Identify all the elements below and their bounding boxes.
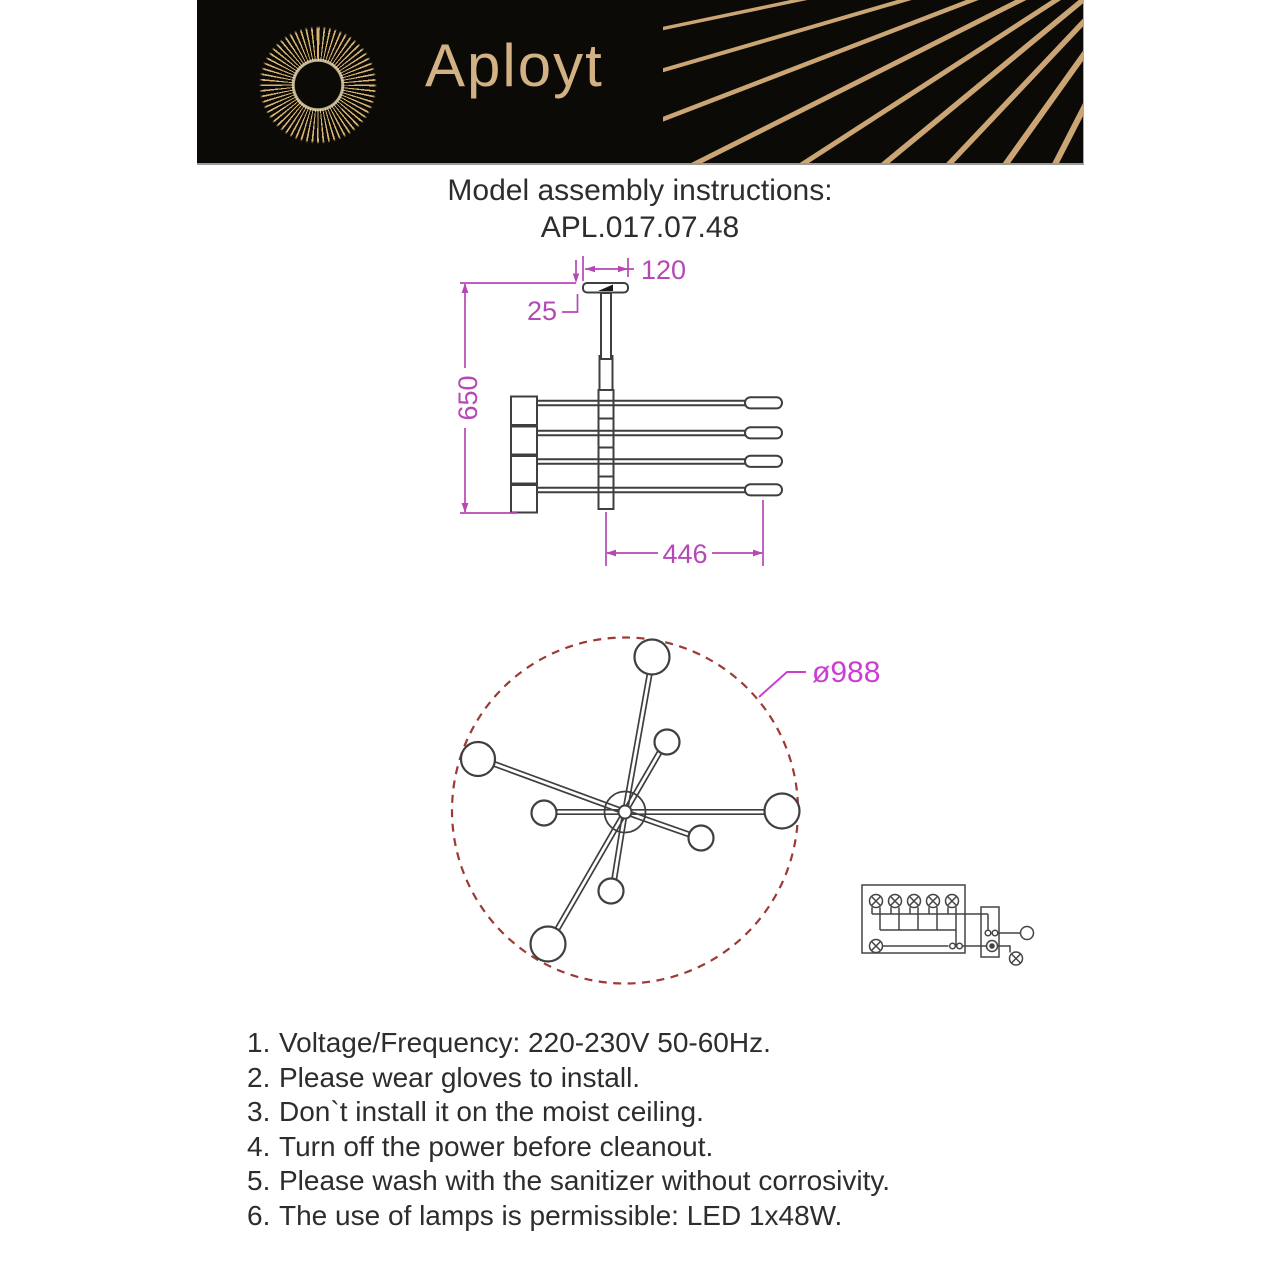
item-number: 5. [247,1165,271,1197]
instruction-item [247,1130,1097,1165]
item-number: 2. [247,1061,271,1093]
wiring-diagram [862,885,1034,965]
item-text: Voltage/Frequency: 220-230V 50-60Hz. [279,1027,771,1059]
page-title-block [0,172,1280,246]
item-number: 1. [247,1027,271,1059]
instruction-item [247,1199,1097,1234]
dimension-25-label: 25 [526,296,557,326]
top-view-diagram [430,615,1075,1010]
instruction-item [247,1095,1097,1130]
chandelier-top-view [461,640,800,962]
instructions-list [247,1026,1097,1233]
item-text: The use of lamps is permissible: LED 1x48W. [279,1199,843,1231]
instruction-item [247,1164,1097,1199]
item-text: Don`t install it on the moist ceiling. [279,1096,704,1128]
item-text: Please wear gloves to install. [279,1061,641,1093]
sunburst-rays-icon [663,0,1083,163]
side-view-diagram [440,250,800,580]
instruction-item [247,1026,1097,1061]
diameter-leader-line [759,672,806,697]
item-text: Turn off the power before cleanout. [279,1130,714,1162]
brand-banner [197,0,1084,165]
item-text: Please wash with the sanitizer without corrosivity. [279,1165,891,1197]
instruction-item [247,1061,1097,1096]
page-title: Model assembly instructions: [447,174,833,207]
dimension-446-label: 446 [662,539,708,569]
item-number: 3. [247,1096,271,1128]
diameter-label: ø988 [812,656,881,689]
dimension-650-label: 650 [453,375,483,421]
item-number: 4. [247,1130,271,1162]
model-code: APL.017.07.48 [540,211,740,244]
starburst-logo-icon [256,23,380,147]
brand-name: Aployt [425,32,604,99]
dimension-120-label: 120 [641,255,687,285]
item-number: 6. [247,1199,271,1231]
